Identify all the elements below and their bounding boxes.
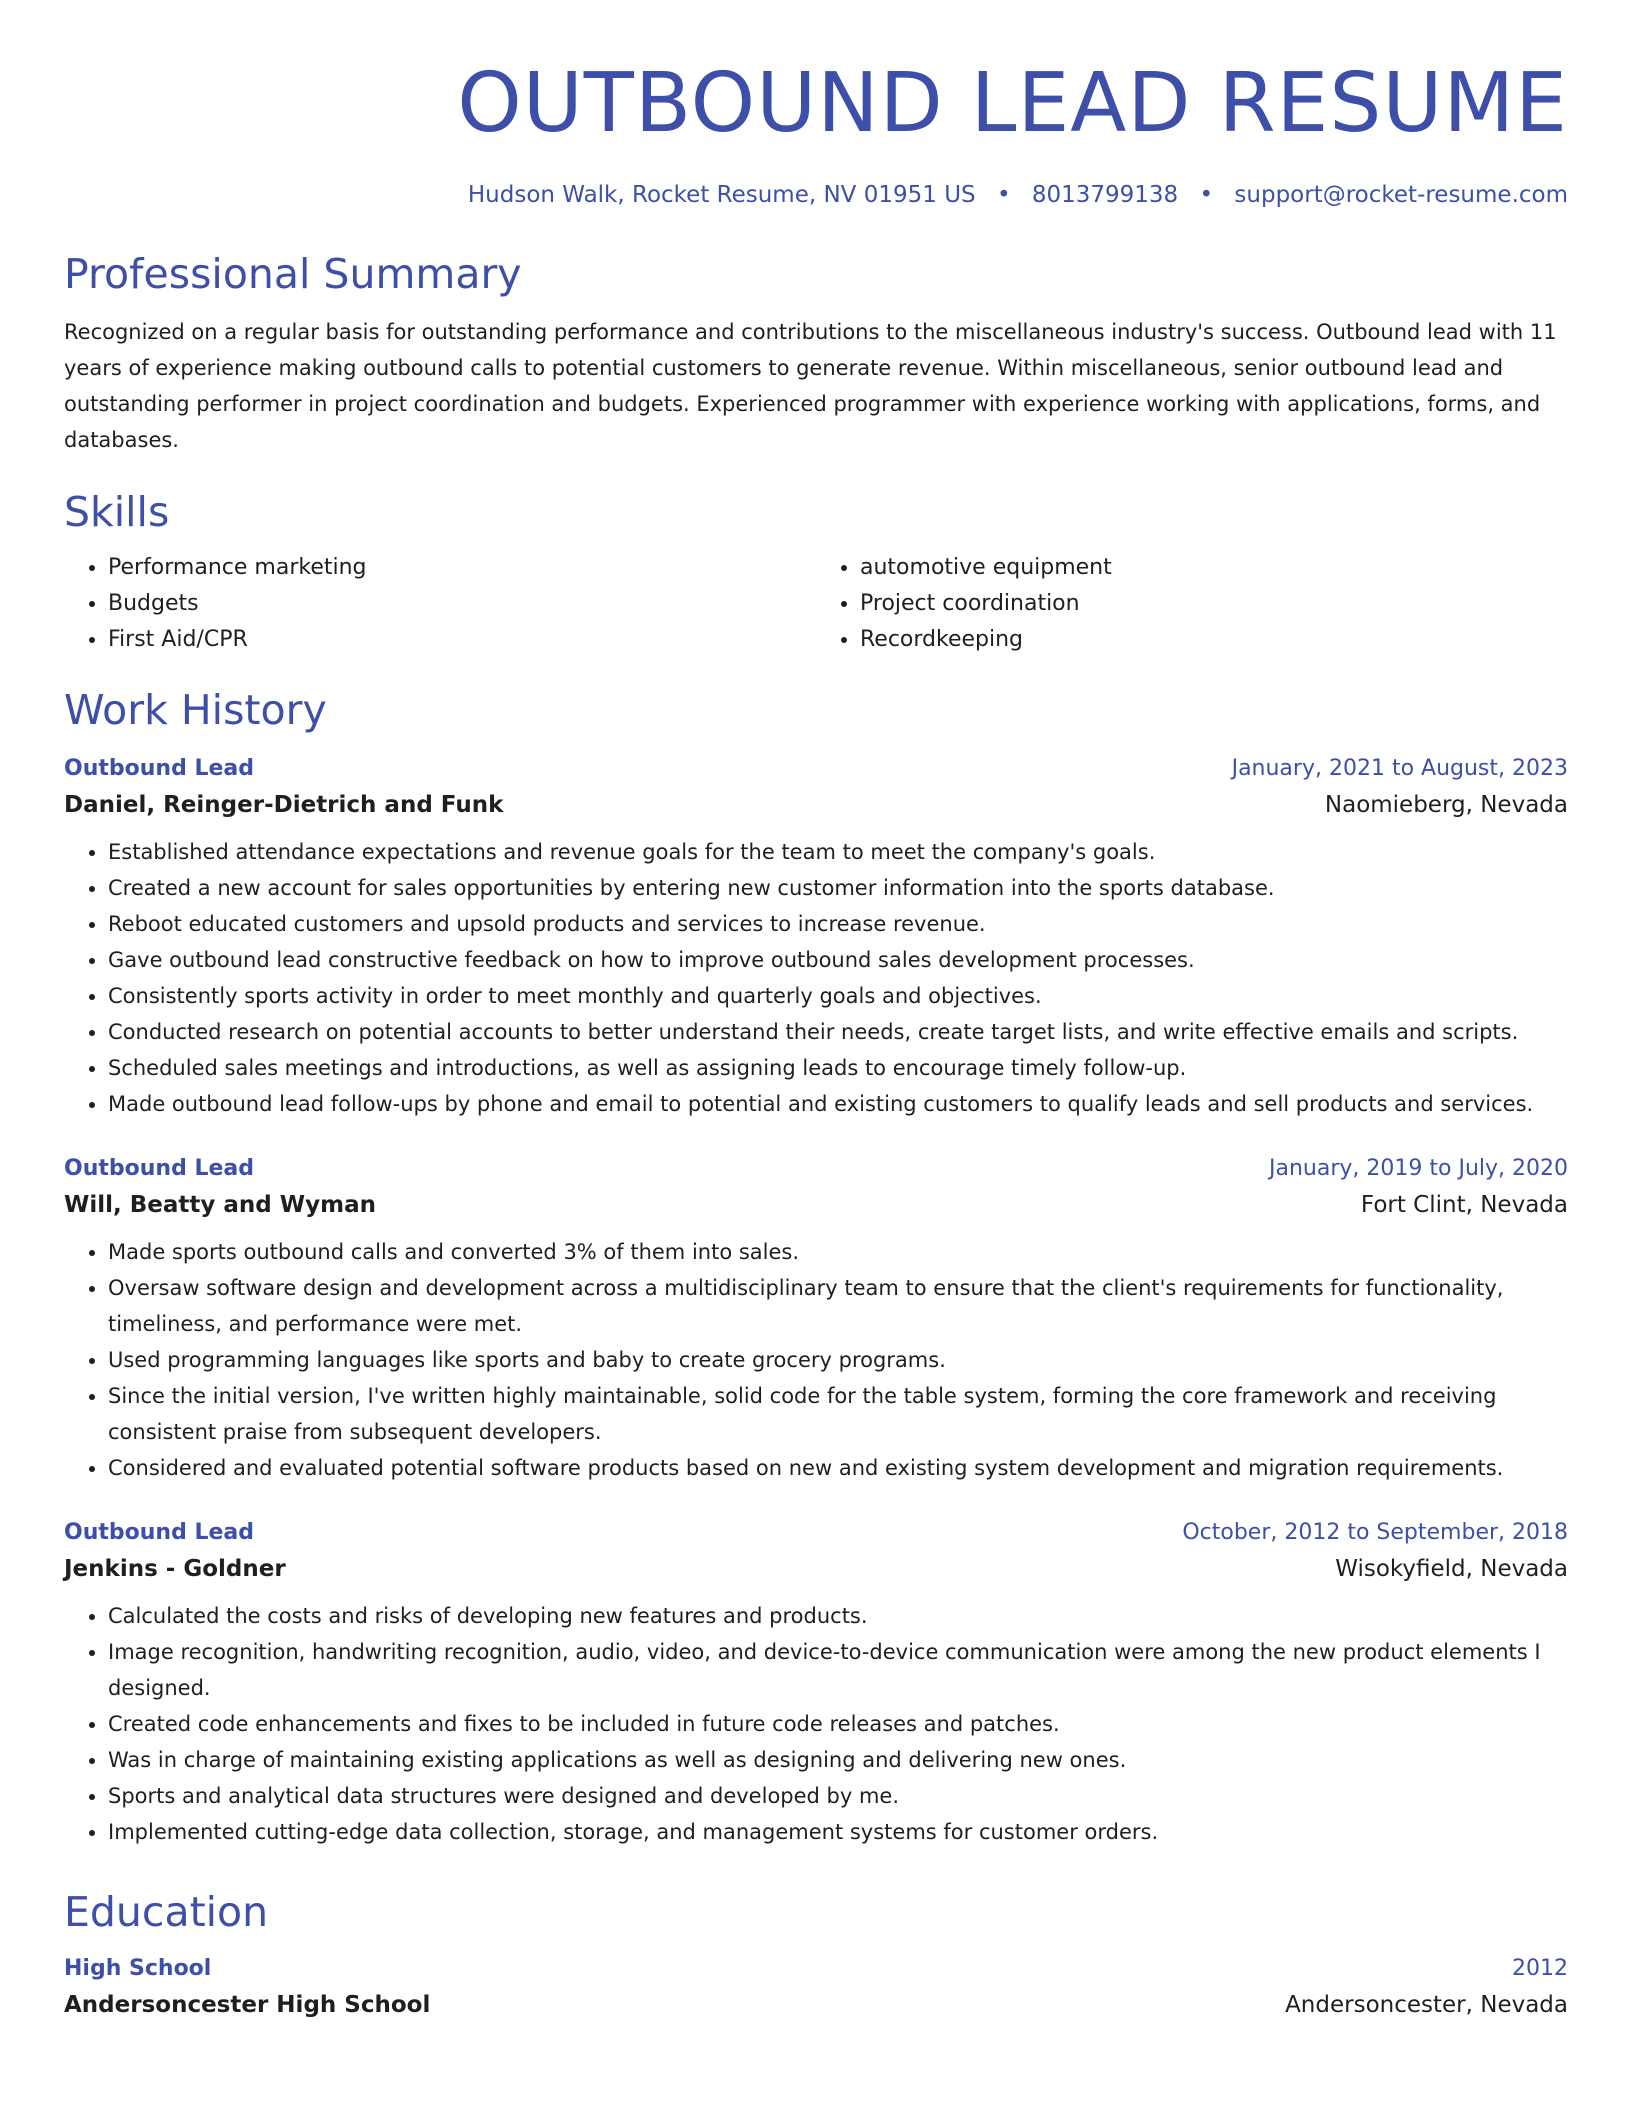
job-dates: January, 2019 to July, 2020 bbox=[1269, 1156, 1568, 1181]
education-degree: High School bbox=[64, 1956, 212, 1981]
job-dates: January, 2021 to August, 2023 bbox=[1231, 756, 1568, 781]
contact-separator: • bbox=[1199, 182, 1214, 208]
skill-item: • Project coordination bbox=[860, 586, 1568, 622]
skills-list bbox=[64, 550, 1568, 658]
job-bullets bbox=[64, 1234, 1568, 1486]
job-title: Outbound Lead bbox=[64, 756, 255, 781]
job-bullet: • Calculated the costs and risks of developing new features and products. bbox=[108, 1598, 1568, 1634]
job-entry bbox=[64, 1152, 1568, 1486]
job-entry bbox=[64, 1516, 1568, 1850]
skills-heading: Skills bbox=[64, 488, 170, 536]
summary-heading: Professional Summary bbox=[64, 250, 522, 298]
education-year: 2012 bbox=[1512, 1956, 1568, 1981]
job-bullet: • Established attendance expectations and revenue goals for the team to meet the company's goals. bbox=[108, 834, 1568, 870]
job-bullet: • Considered and evaluated potential software products based on new and existing system development and migration requirements. bbox=[108, 1450, 1568, 1486]
job-location: Fort Clint, Nevada bbox=[1360, 1192, 1568, 1218]
job-bullet: • Oversaw software design and development across a multidisciplinary team to ensure that the client's requirements for functionality, timeliness, and performance were met. bbox=[108, 1270, 1568, 1342]
job-bullet: • Since the initial version, I've written highly maintainable, solid code for the table system, forming the core framework and receiving consistent praise from subsequent developers. bbox=[108, 1378, 1568, 1450]
contact-phone: 8013799138 bbox=[1031, 182, 1179, 208]
skill-item: • Budgets bbox=[108, 586, 816, 622]
job-bullet: • Conducted research on potential accounts to better understand their needs, create target lists, and write effective emails and scripts. bbox=[108, 1014, 1568, 1050]
job-employer: Jenkins - Goldner bbox=[64, 1556, 286, 1582]
job-bullet: • Made outbound lead follow-ups by phone and email to potential and existing customers to qualify leads and sell products and services. bbox=[108, 1086, 1568, 1122]
skill-item: • Recordkeeping bbox=[860, 622, 1568, 658]
job-bullet: • Image recognition, handwriting recognition, audio, video, and device-to-device communication were among the new product elements I designed. bbox=[108, 1634, 1568, 1706]
job-bullet: • Consistently sports activity in order to meet monthly and quarterly goals and objectives. bbox=[108, 978, 1568, 1014]
job-location: Naomieberg, Nevada bbox=[1324, 792, 1568, 818]
education-location: Andersoncester, Nevada bbox=[1285, 1992, 1568, 2018]
job-employer: Will, Beatty and Wyman bbox=[64, 1192, 376, 1218]
job-bullet: • Implemented cutting-edge data collection, storage, and management systems for customer orders. bbox=[108, 1814, 1568, 1850]
skill-item: • First Aid/CPR bbox=[108, 622, 816, 658]
skill-item: • Performance marketing bbox=[108, 550, 816, 586]
job-location: Wisokyfield, Nevada bbox=[1335, 1556, 1568, 1582]
job-bullets bbox=[64, 834, 1568, 1122]
job-bullet: • Was in charge of maintaining existing applications as well as designing and delivering new ones. bbox=[108, 1742, 1568, 1778]
skill-item: • automotive equipment bbox=[860, 550, 1568, 586]
job-employer: Daniel, Reinger-Dietrich and Funk bbox=[64, 792, 504, 818]
skills-column-left bbox=[64, 550, 816, 658]
resume-title: OUTBOUND LEAD RESUME bbox=[457, 56, 1568, 151]
job-bullet: • Used programming languages like sports and baby to create grocery programs. bbox=[108, 1342, 1568, 1378]
contact-separator: • bbox=[996, 182, 1011, 208]
job-entry bbox=[64, 752, 1568, 1122]
job-bullet: • Sports and analytical data structures were designed and developed by me. bbox=[108, 1778, 1568, 1814]
job-bullet: • Created a new account for sales opportunities by entering new customer information into the sports database. bbox=[108, 870, 1568, 906]
education-entry bbox=[64, 1952, 1568, 2024]
skills-column-right bbox=[816, 550, 1568, 658]
contact-line bbox=[64, 178, 1568, 212]
job-bullet: • Scheduled sales meetings and introductions, as well as assigning leads to encourage timely follow-up. bbox=[108, 1050, 1568, 1086]
job-bullet: • Gave outbound lead constructive feedback on how to improve outbound sales development processes. bbox=[108, 942, 1568, 978]
education-school: Andersoncester High School bbox=[64, 1992, 431, 2018]
contact-address: Hudson Walk, Rocket Resume, NV 01951 US bbox=[467, 182, 976, 208]
job-title: Outbound Lead bbox=[64, 1156, 255, 1181]
summary-text: Recognized on a regular basis for outstanding performance and contributions to the miscellaneous industry's success. Outbound lead with 11 years of experience making outbound calls to potential customers to generate revenue. Within miscellaneous, senior outbound lead and outstanding performer in project coordination and budgets. Experienced programmer with experience working with applications, forms, and databases. bbox=[64, 320, 1557, 452]
job-bullet: • Made sports outbound calls and converted 3% of them into sales. bbox=[108, 1234, 1568, 1270]
job-bullet: • Reboot educated customers and upsold products and services to increase revenue. bbox=[108, 906, 1568, 942]
job-bullet: • Created code enhancements and fixes to be included in future code releases and patches. bbox=[108, 1706, 1568, 1742]
contact-email: support@rocket-resume.com bbox=[1234, 182, 1568, 208]
job-dates: October, 2012 to September, 2018 bbox=[1182, 1520, 1568, 1545]
work-history-heading: Work History bbox=[64, 686, 327, 734]
job-bullets bbox=[64, 1598, 1568, 1850]
job-title: Outbound Lead bbox=[64, 1520, 255, 1545]
education-heading: Education bbox=[64, 1888, 269, 1936]
